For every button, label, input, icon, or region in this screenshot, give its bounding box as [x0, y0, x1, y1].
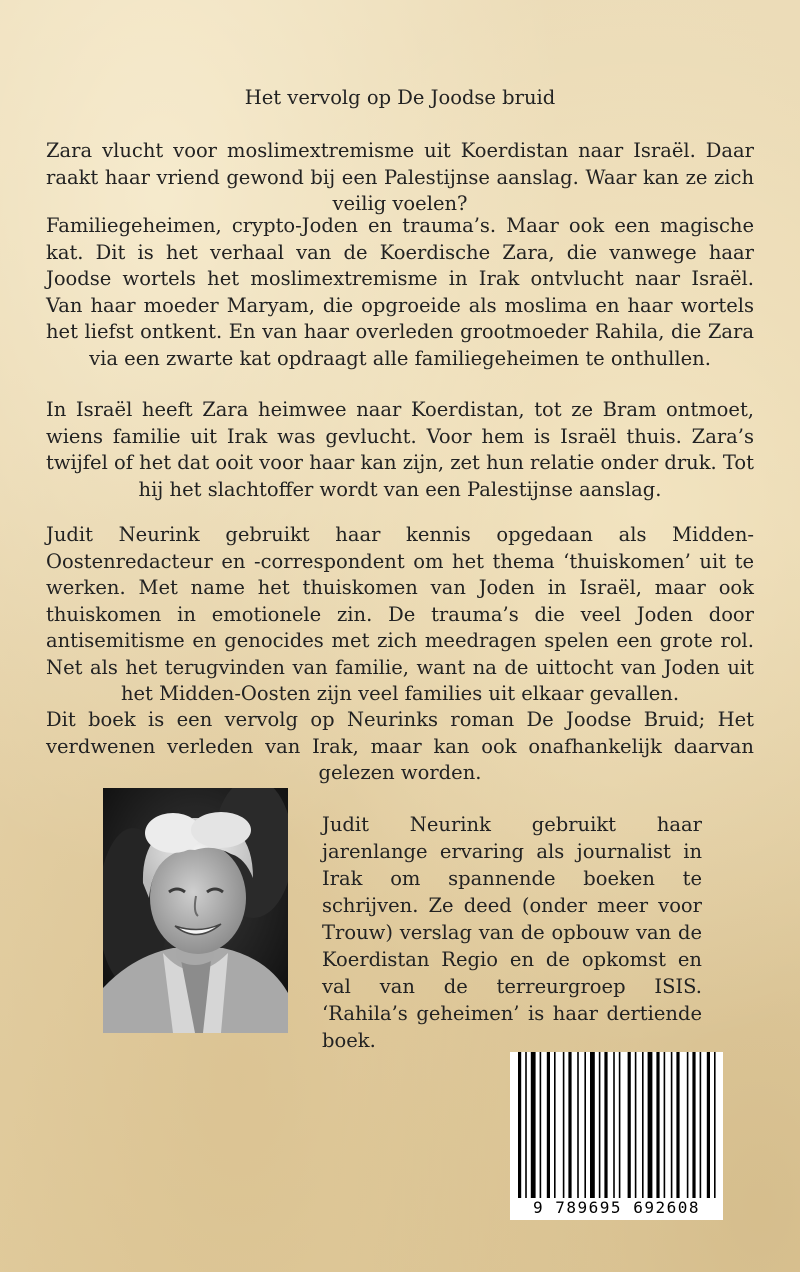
author-photo — [103, 788, 288, 1033]
barcode-bar — [687, 1052, 689, 1202]
barcode-bar — [642, 1052, 644, 1202]
barcode-bar — [518, 1052, 521, 1202]
barcode-bar — [568, 1052, 571, 1202]
barcode-bar — [525, 1052, 527, 1202]
barcode-bar — [714, 1052, 716, 1202]
barcode-bar — [676, 1052, 679, 1202]
barcode-bar — [599, 1052, 601, 1202]
barcode-bar — [619, 1052, 621, 1202]
blurb-paragraph-3: In Israël heeft Zara heimwee naar Koerdistan, tot ze Bram ontmoet, wiens familie uit Irak was gevlucht. Voor hem is Israël thuis. Zara’s twijfel of het dat ooit voor haar kan zijn, zet hun relatie onder druk. Tot hij het slachtoffer wordt van een Palestijnse aanslag. — [46, 398, 754, 501]
barcode-bar — [547, 1052, 550, 1202]
barcode-bar — [692, 1052, 695, 1202]
barcode-bar — [635, 1052, 637, 1202]
barcode-bar — [563, 1052, 565, 1202]
barcode-bar — [613, 1052, 615, 1202]
barcode-bar — [531, 1052, 536, 1202]
barcode-bar — [648, 1052, 653, 1202]
barcode-bar — [590, 1052, 595, 1202]
blurb-paragraph-2: Familiegeheimen, crypto-Joden en trauma’s. Maar ook een magische kat. Dit is het verhaal van de Koerdische Zara, die vanwege haar Joodse wortels het moslimextremisme in Irak ontvlucht naar Israël. Van haar moeder Maryam, die opgroeide als moslima en haar wortels het liefst ontkent. En van haar overleden grootmoeder Rahila, die Zara via een zwarte kat opdraagt alle familiegeheimen te onthullen. — [46, 214, 754, 370]
barcode-bar — [540, 1052, 542, 1202]
barcode-bar — [628, 1052, 631, 1202]
author-bio: Judit Neurink gebruikt haar jarenlange ervaring als journalist in Irak om spannende boeken te schrijven. Ze deed (onder meer voor Trouw) verslag van de opbouw van de Koerdistan Regio en de opkomst en val van de terreurgroep ISIS. ‘Rahila’s geheimen’ is haar dertiende boek. — [322, 813, 702, 1052]
barcode-bar — [671, 1052, 673, 1202]
blurb-paragraph-5: Dit boek is een vervolg op Neurinks roman De Joodse Bruid; Het verdwenen verleden van Irak, maar kan ook onafhankelijk daarvan gelezen worden. — [46, 708, 754, 784]
isbn-barcode — [510, 1052, 723, 1220]
barcode-bar — [700, 1052, 702, 1202]
barcode-bar — [604, 1052, 607, 1202]
barcode-bar — [554, 1052, 556, 1202]
barcode-bar — [584, 1052, 586, 1202]
isbn-digits: 9 789695 692608 — [510, 1198, 723, 1217]
cover-title: Het vervolg op De Joodse bruid — [244, 86, 556, 109]
barcode-bar — [656, 1052, 659, 1202]
blurb-paragraph-1: Zara vlucht voor moslimextremisme uit Koerdistan naar Israël. Daar raakt haar vriend gewond bij een Palestijnse aanslag. Waar kan ze zich veilig voelen? — [46, 139, 754, 215]
blurb-paragraph-4: Judit Neurink gebruikt haar kennis opgedaan als Midden-Oostenredacteur en -correspondent om het thema ‘thuiskomen’ uit te werken. Met name het thuiskomen van Joden in Israël, maar ook thuiskomen in emotionele zin. De trauma’s die veel Joden door antisemitisme en genocides met zich meedragen spelen een grote rol. Net als het terugvinden van familie, want na de uittocht van Joden uit het Midden-Oosten zijn veel families uit elkaar gevallen. — [46, 523, 754, 705]
barcode-bar — [664, 1052, 666, 1202]
barcode-bar — [577, 1052, 579, 1202]
barcode-bar — [707, 1052, 710, 1202]
